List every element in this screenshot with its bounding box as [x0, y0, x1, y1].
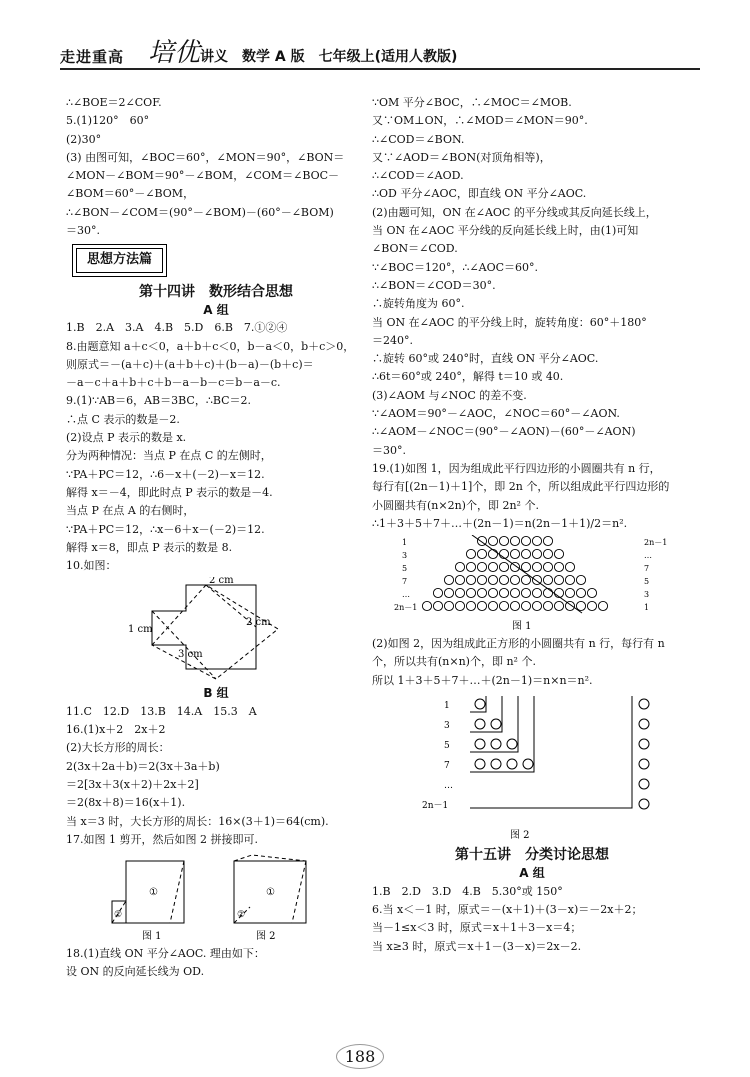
text-line: 又∵OM⊥ON，∴∠MOD＝∠MON＝90°.	[372, 114, 588, 128]
fig19b-circle	[491, 759, 501, 769]
fig19a-circle	[565, 576, 574, 585]
fig19b-circle	[475, 699, 485, 709]
fig19a-circle	[477, 589, 486, 598]
text-line: 当 x≥3 时，原式＝x＋1－(3－x)＝2x－2.	[372, 939, 582, 953]
text-line: 分为两种情况：当点 P 在点 C 的左侧时，	[66, 449, 272, 463]
fig19a-circle	[499, 576, 508, 585]
text-line: 当点 P 在点 A 的右侧时，	[66, 504, 195, 518]
fig19a-circle	[488, 550, 497, 559]
fig19a-circle	[521, 563, 530, 572]
fig19b-circle	[475, 719, 485, 729]
fig10-top-label: 2 cm	[209, 577, 234, 587]
fig10-right-label: 2 cm	[246, 617, 271, 629]
fig19a-circle	[499, 589, 508, 598]
fig19b-row-label: 2n－1	[422, 801, 449, 812]
text-line: 每行有[(2n－1)＋1]个，即 2n 个，所以组成此平行四边形的	[372, 480, 670, 494]
text-line: 当 ON 在∠AOC 平分线的反向延长线上时，由(1)可知	[372, 224, 639, 238]
fig19b-circle	[639, 799, 649, 809]
fig19a-circle	[521, 589, 530, 598]
text-line: (3)∠AOM 与∠NOC 的差不变.	[372, 388, 527, 402]
fig19b-corner-line	[470, 696, 486, 712]
fig19a-circle	[565, 563, 574, 572]
fig19a-circle	[521, 602, 530, 611]
text-line: ∴旋转 60°或 240°时，直线 ON 平分∠AOC.	[372, 352, 599, 366]
fig19a-row-label-left: 7	[402, 577, 408, 587]
fig19a-row-label-left: 2n－1	[394, 603, 418, 613]
text-line: (3) 由图可知，∠BOC＝60°，∠MON＝90°，∠BON＝	[66, 150, 345, 164]
text-line: －a－c＋a＋b＋c＋b－a－b－c＝b－a－c.	[66, 376, 281, 390]
fig19a-circle	[455, 602, 464, 611]
fig19b-row-label: 7	[444, 761, 450, 772]
text-line: ∵∠AOM＝90°－∠AOC，∠NOC＝60°－∠AON.	[372, 407, 620, 421]
fig19b-row-label: 5	[444, 741, 450, 752]
fig19b-circle	[639, 759, 649, 769]
text-line: ∵PA＋PC＝12，∴x－6＋x－(－2)＝12.	[66, 522, 265, 536]
figure-19-1	[372, 535, 672, 633]
text-line: 小圆圈共有(n×2n)个，即 2n² 个.	[372, 498, 539, 512]
fig19a-circle	[532, 602, 541, 611]
fig19a-circle	[521, 576, 530, 585]
text-line: 解得 x＝－4，即此时点 P 表示的数是－4.	[66, 485, 273, 499]
text-line: ∴∠BON－∠COM＝(90°－∠BOM)－(60°－∠BOM)	[66, 205, 334, 219]
fig19b-row-label: 1	[444, 701, 450, 712]
text-line: ＝2[3x＋3(x＋2)＋2x＋2]	[66, 777, 199, 791]
text-line: (2)如图 2，因为组成此正方形的小圆圈共有 n 行，每行有 n	[372, 637, 665, 651]
text-line: 设 ON 的反向延长线为 OD.	[66, 965, 205, 979]
text-line: 当－1≤x＜3 时，原式＝x＋1＋3－x＝4；	[372, 921, 582, 935]
text-line: ∠MON－∠BOM＝90°－∠BOM，∠COM＝∠BOC－	[66, 169, 340, 183]
fig19a-row-label-right: 1	[644, 603, 650, 613]
fig19a-circle	[488, 602, 497, 611]
page-number-text: 188	[336, 1044, 385, 1069]
fig19b-circle	[639, 719, 649, 729]
fig19b-row-label: 3	[444, 721, 450, 732]
text-line: ∴OD 平分∠AOC，即直线 ON 平分∠AOC.	[372, 187, 587, 201]
text-line: ∵OM 平分∠BOC，∴∠MOC＝∠MOB.	[372, 96, 572, 109]
text-line: ∴6t＝60°或 240°，解得 t＝10 或 40.	[372, 370, 564, 384]
text-line: (2)由题可知，ON 在∠AOC 的平分线或其反向延长线上，	[372, 205, 657, 219]
fig19b-circle	[639, 739, 649, 749]
text-line: ＝30°.	[372, 443, 406, 457]
fig19a-circle	[543, 537, 552, 546]
logo: 培优	[148, 38, 201, 68]
fig19a-circle	[488, 589, 497, 598]
fig19a-row-label-left: 5	[402, 564, 408, 574]
text-line: 个，所以共有(n×n)个，即 n² 个.	[372, 655, 536, 669]
fig19a-circle	[466, 550, 475, 559]
text-line: 当 ON 在∠AOC 的平分线上时，旋转角度：60°＋180°	[372, 315, 647, 329]
fig19a-circle	[576, 576, 585, 585]
fig19a-circle	[466, 563, 475, 572]
fig19a-circle	[499, 537, 508, 546]
fig19b-circle	[639, 699, 649, 709]
fig19a-circle	[543, 563, 552, 572]
fig19a-row-label-left: …	[402, 590, 410, 600]
fig19a-circle	[488, 537, 497, 546]
fig19b-corner-line	[470, 696, 518, 752]
fig19a-circle	[521, 550, 530, 559]
fig19b-circle	[507, 739, 517, 749]
text-line: 6.当 x＜－1 时，原式＝－(x＋1)＋(3－x)＝－2x＋2；	[372, 902, 643, 916]
fig19a-circle	[543, 550, 552, 559]
fig19a-circle	[543, 576, 552, 585]
fig19a-circle	[510, 589, 519, 598]
fig19a-circle	[587, 589, 596, 598]
fig19b-circle	[507, 759, 517, 769]
fig19a-circle	[576, 602, 585, 611]
text-line: ∴∠COD＝∠AOD.	[372, 169, 464, 183]
text-line: 5.(1)120° 60°	[66, 114, 150, 128]
fig19b-circle	[491, 719, 501, 729]
text-line: 则原式＝－(a＋c)＋(a＋b＋c)＋(b－a)－(b＋c)＝	[66, 357, 314, 371]
text-line: (2)30°	[66, 132, 102, 146]
text-line: ∴∠COD＝∠BON.	[372, 132, 465, 146]
fig19a-circle	[565, 589, 574, 598]
fig19a-row-label-right: 2n－1	[644, 538, 668, 548]
fig19a-circle	[510, 550, 519, 559]
text-line: ∴1＋3＋5＋7＋…＋(2n－1)＝n(2n－1＋1)/2＝n².	[372, 516, 628, 530]
fig19b-circle	[475, 759, 485, 769]
fig19a-circle	[587, 602, 596, 611]
group-a-label: A 组	[203, 302, 229, 317]
text-line: 又∵∠AOD＝∠BON(对顶角相等)，	[372, 150, 551, 164]
fig19a-circle	[532, 550, 541, 559]
text-line: ∴旋转角度为 60°.	[372, 297, 465, 311]
text-line: 19.(1)如图 1，因为组成此平行四边形的小圆圈共有 n 行，	[372, 461, 661, 475]
fig19a-circle	[532, 563, 541, 572]
text-line: ＝30°.	[66, 224, 100, 238]
fig17-circle-2a: ②	[114, 910, 123, 921]
book-subtitle: 讲义 数学 A 版 七年级上(适用人教版)	[200, 49, 458, 65]
fig19a-circle	[455, 563, 464, 572]
fig19b-circle	[523, 759, 533, 769]
fig17-circle-2b: ②	[237, 910, 246, 921]
fig19a-circle	[444, 589, 453, 598]
fig19a-circle	[444, 576, 453, 585]
fig17-circle-1b: ①	[266, 887, 275, 899]
fig19b-circle	[475, 739, 485, 749]
right-column	[372, 94, 692, 956]
lecture-15-title: 第十五讲 分类讨论思想	[455, 847, 609, 864]
text-line: ∠BON＝∠COD.	[372, 242, 458, 256]
fig19a-circle	[499, 563, 508, 572]
fig19a-circle	[521, 537, 530, 546]
text-line: 当 x＝3 时，大长方形的周长：16×(3＋1)＝64(cm).	[66, 814, 329, 828]
fig19a-circle	[532, 589, 541, 598]
text-line: 11.C 12.D 13.B 14.A 15.3 A	[66, 704, 257, 718]
page-header	[60, 38, 700, 78]
left-column	[66, 94, 366, 982]
fig19a-caption: 图 1	[512, 621, 532, 633]
series-title: 走进重高	[60, 48, 125, 66]
fig19a-circle	[433, 589, 442, 598]
figure-17	[66, 851, 366, 943]
text-line: ＝240°.	[372, 333, 413, 347]
header-rule	[60, 68, 700, 70]
fig19a-circle	[510, 602, 519, 611]
text-line: (2)设点 P 表示的数是 x.	[66, 431, 187, 445]
fig19a-circle	[554, 576, 563, 585]
figure-10	[66, 577, 366, 682]
fig10-bottom-label: 3 cm	[178, 649, 203, 661]
text-line: ∴∠AOM－∠NOC＝(90°－∠AON)－(60°－∠AON)	[372, 425, 636, 439]
section-label: 思想方法篇	[76, 248, 163, 272]
fig19a-circle	[466, 589, 475, 598]
fig19a-circle	[455, 589, 464, 598]
fig19a-circle	[444, 602, 453, 611]
text-line: ∵PA＋PC＝12，∴6－x＋(－2)－x＝12.	[66, 467, 265, 481]
fig19a-circle	[488, 563, 497, 572]
fig19a-circle	[543, 602, 552, 611]
fig19a-circle	[477, 563, 486, 572]
fig19a-circle	[466, 576, 475, 585]
lecture-14-title: 第十四讲 数形结合思想	[139, 283, 293, 300]
fig19a-circle	[455, 576, 464, 585]
fig19a-circle	[532, 537, 541, 546]
fig19a-circle	[510, 563, 519, 572]
text-line: 所以 1＋3＋5＋7＋…＋(2n－1)＝n×n＝n².	[372, 673, 593, 687]
fig19a-circle	[488, 576, 497, 585]
text-line: ∴∠BOE＝2∠COF.	[66, 96, 162, 109]
text-line: ∠BOM＝60°－∠BOM，	[66, 187, 195, 201]
fig19a-row-label-right: 7	[644, 564, 650, 574]
fig19a-row-label-right: …	[644, 551, 652, 561]
fig19a-circle	[565, 602, 574, 611]
fig19a-circle	[543, 589, 552, 598]
fig10-left-label: 1 cm	[128, 624, 153, 636]
text-line: 9.(1)∵AB＝6，AB＝3BC，∴BC＝2.	[66, 394, 252, 408]
fig19b-caption: 图 2	[510, 830, 530, 842]
fig19a-circle	[433, 602, 442, 611]
fig19a-row-label-right: 3	[644, 590, 650, 600]
fig19a-circle	[422, 602, 431, 611]
group-b-label: B 组	[203, 686, 229, 701]
fig19a-row-label-left: 3	[402, 551, 408, 561]
text-line: 18.(1)直线 ON 平分∠AOC. 理由如下：	[66, 947, 265, 961]
fig19a-circle	[466, 602, 475, 611]
text-line: 8.由题意知 a＋c＜0，a＋b＋c＜0，b－a＜0，b＋c＞0，	[66, 339, 355, 353]
fig19a-circle	[554, 563, 563, 572]
text-line: 1.B 2.D 3.D 4.B 5.30°或 150°	[372, 884, 563, 898]
fig19a-circle	[532, 576, 541, 585]
fig19a-circle	[598, 602, 607, 611]
fig19a-circle	[576, 589, 585, 598]
fig19b-row-label: …	[444, 781, 453, 792]
fig19a-circle	[477, 537, 486, 546]
fig19a-circle	[477, 576, 486, 585]
page-number	[335, 1044, 385, 1069]
fig19b-circle	[639, 779, 649, 789]
text-line: 解得 x＝8，即点 P 表示的数是 8.	[66, 540, 233, 554]
text-line: 10.如图：	[66, 559, 117, 573]
fig19a-circle	[510, 537, 519, 546]
fig19a-row-label-left: 1	[402, 538, 408, 548]
fig19a-row-label-right: 5	[644, 577, 650, 587]
figure-19-2	[372, 692, 672, 842]
text-line: ∴∠BON＝∠COD＝30°.	[372, 278, 496, 292]
fig19a-circle	[510, 576, 519, 585]
text-line: ＝2(8x＋8)＝16(x＋1).	[66, 796, 186, 810]
lecture-15-group-a-label: A 组	[519, 866, 545, 881]
text-line: 2(3x＋2a＋b)＝2(3x＋3a＋b)	[66, 759, 220, 773]
fig19a-circle	[554, 550, 563, 559]
text-line: ∴点 C 表示的数是－2.	[66, 412, 180, 426]
text-line: 1.B 2.A 3.A 4.B 5.D 6.B 7.①②④	[66, 321, 288, 335]
text-line: ∵∠BOC＝120°，∴∠AOC＝60°.	[372, 260, 539, 274]
text-line: (2)大长方形的周长：	[66, 741, 170, 755]
fig19b-circle	[491, 739, 501, 749]
text-line: 16.(1)x＋2 2x＋2	[66, 723, 166, 737]
fig17-circle-1a: ①	[149, 887, 158, 899]
fig19a-circle	[477, 550, 486, 559]
fig19a-circle	[477, 602, 486, 611]
fig19a-circle	[499, 602, 508, 611]
fig17-caption-1: 图 1	[142, 931, 162, 943]
fig17-caption-2: 图 2	[256, 931, 276, 943]
text-line: 17.如图 1 剪开，然后如图 2 拼接即可.	[66, 832, 258, 846]
fig19a-circle	[554, 602, 563, 611]
